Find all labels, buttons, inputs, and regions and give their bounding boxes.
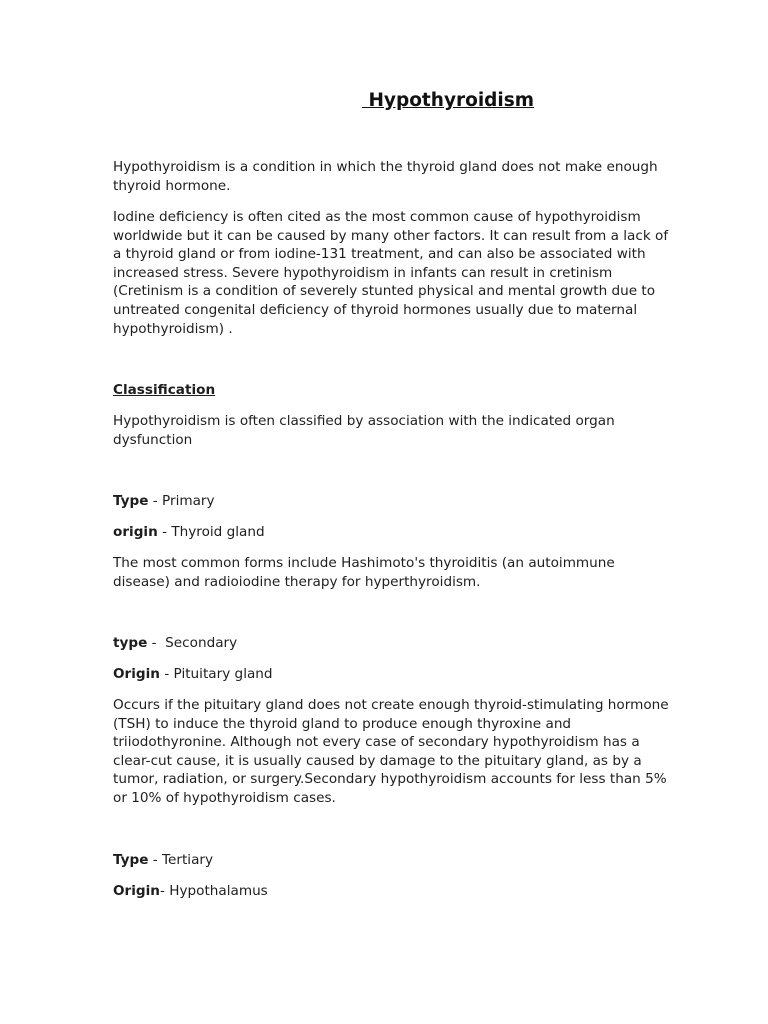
intro-paragraph-2: Iodine deficiency is often cited as the most common cause of hypothyroidism worldwide but it can be caused by many other factors. It can result from a lack of a thyroid gland or from iodine-131 treatment, and can also be associated with increased stress. Severe hypothyroidism in infants can result in cretinism (Cretinism is a condition of severely stunted physical and mental growth due to untreated congenital deficiency of thyroid hormones usually due to maternal hypothyroidism) . (113, 209, 669, 337)
type-label: Type (113, 852, 149, 868)
type-value: - Tertiary (148, 852, 214, 868)
type-line-primary (113, 492, 673, 511)
origin-label: Origin (113, 666, 160, 682)
origin-value: - Pituitary gland (160, 666, 273, 682)
primary-description: The most common forms include Hashimoto's thyroiditis (an autoimmune disease) and radioiodine therapy for hyperthyroidism. (113, 555, 615, 590)
type-line-secondary (113, 634, 673, 653)
classification-description: Hypothyroidism is often classified by association with the indicated organ dysfunction (113, 413, 615, 448)
origin-line-secondary (113, 665, 673, 684)
origin-value: - Thyroid gland (157, 524, 265, 540)
origin-value: - Hypothalamus (160, 883, 268, 899)
intro-paragraph-1: Hypothyroidism is a condition in which the thyroid gland does not make enough thyroid hormone. (113, 159, 658, 194)
origin-label: origin (113, 524, 158, 540)
type-line-tertiary (113, 851, 673, 870)
type-label: type (113, 635, 148, 651)
secondary-description: Occurs if the pituitary gland does not create enough thyroid-stimulating hormone (TSH) to induce the thyroid gland to produce enough thyroxine and triiodothyronine. Although not every case of secondary hypothyroidism has a clear-cut cause, it is usually caused by damage to the pituitary gland, as by a tumor, radiation, or surgery.Secondary hypothyroidism accounts for less than 5% or 10% of hypothyroidism cases. (113, 697, 669, 806)
document-title: Hypothyroidism (362, 90, 535, 111)
origin-line-primary (113, 523, 673, 542)
type-value: - Secondary (147, 635, 238, 651)
type-value: - Primary (148, 493, 215, 509)
origin-line-tertiary (113, 882, 673, 901)
origin-label: Origin (113, 883, 160, 899)
type-label: Type (113, 493, 149, 509)
classification-heading: Classification (113, 382, 216, 398)
